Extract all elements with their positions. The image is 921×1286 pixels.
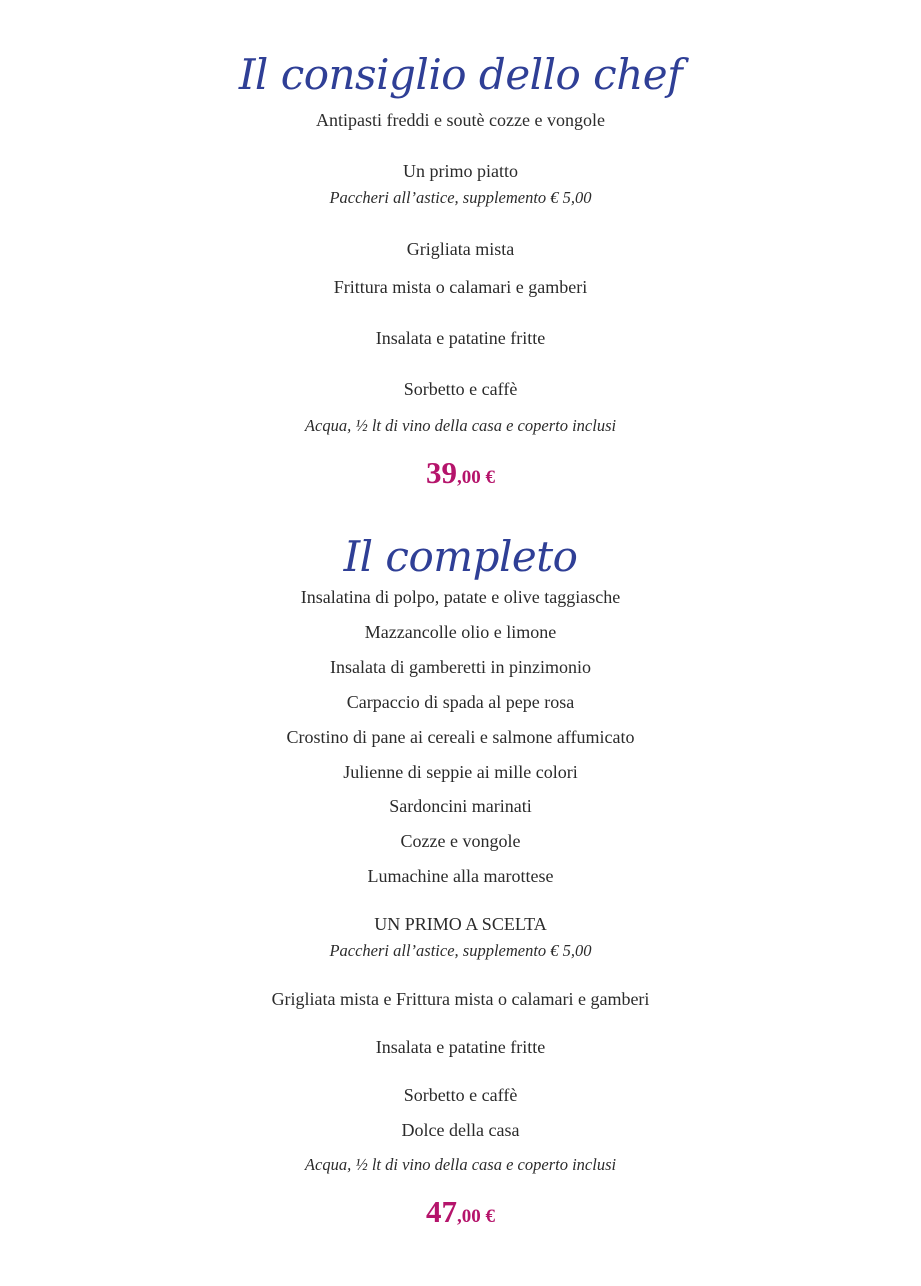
menu2-note-acqua: Acqua, ½ lt di vino della casa e coperto inclusi <box>304 1155 617 1174</box>
menu1-price-decimals: ,00 € <box>457 467 495 488</box>
menu2-item-insalata: Insalata e patatine fritte <box>375 1037 546 1057</box>
menu2-item-primo: UN PRIMO A SCELTA <box>374 914 547 934</box>
menu2-item-grigliata: Grigliata mista e Frittura mista o calamari e gamberi <box>271 989 650 1009</box>
menu1-item-frittura: Frittura mista o calamari e gamberi <box>333 277 588 297</box>
menu1-item-grigliata: Grigliata mista <box>406 239 515 259</box>
menu1-item-sorbetto: Sorbetto e caffè <box>403 379 518 399</box>
menu2-item-cozze: Cozze e vongole <box>400 831 521 851</box>
menu2-note-paccheri: Paccheri all’astice, supplemento € 5,00 <box>329 941 592 960</box>
menu1-title: Il consiglio dello chef <box>238 50 683 99</box>
menu1-price <box>0 455 921 497</box>
menu1-item-insalata: Insalata e patatine fritte <box>375 328 546 348</box>
menu2-item-sorbetto: Sorbetto e caffè <box>403 1085 518 1105</box>
menu2-item-crostino: Crostino di pane ai cereali e salmone affumicato <box>286 727 635 747</box>
menu1-note-acqua: Acqua, ½ lt di vino della casa e coperto inclusi <box>304 416 617 435</box>
menu1-item-antipasti: Antipasti freddi e soutè cozze e vongole <box>316 110 605 130</box>
menu2-item-carpaccio: Carpaccio di spada al pepe rosa <box>346 692 575 712</box>
menu2-item-sardoncini: Sardoncini marinati <box>389 796 532 816</box>
menu2-item-julienne: Julienne di seppie ai mille colori <box>343 762 578 782</box>
menu2-item-mazzancolle: Mazzancolle olio e limone <box>364 622 557 642</box>
menu2-item-polpo: Insalatina di polpo, patate e olive taggiasche <box>300 587 621 607</box>
menu2-item-lumachine: Lumachine alla marottese <box>367 866 554 886</box>
menu1-note-paccheri: Paccheri all’astice, supplemento € 5,00 <box>329 188 592 207</box>
menu2-price <box>0 1194 921 1236</box>
menu2-price-decimals: ,00 € <box>457 1206 495 1227</box>
menu2-title: Il completo <box>343 532 578 581</box>
menu1-item-primo: Un primo piatto <box>403 161 518 181</box>
menu2-price-main: 47 <box>426 1194 457 1229</box>
menu2-item-gamberetti: Insalata di gamberetti in pinzimonio <box>330 657 591 677</box>
menu1-price-main: 39 <box>426 455 457 490</box>
menu2-item-dolce: Dolce della casa <box>401 1120 520 1140</box>
